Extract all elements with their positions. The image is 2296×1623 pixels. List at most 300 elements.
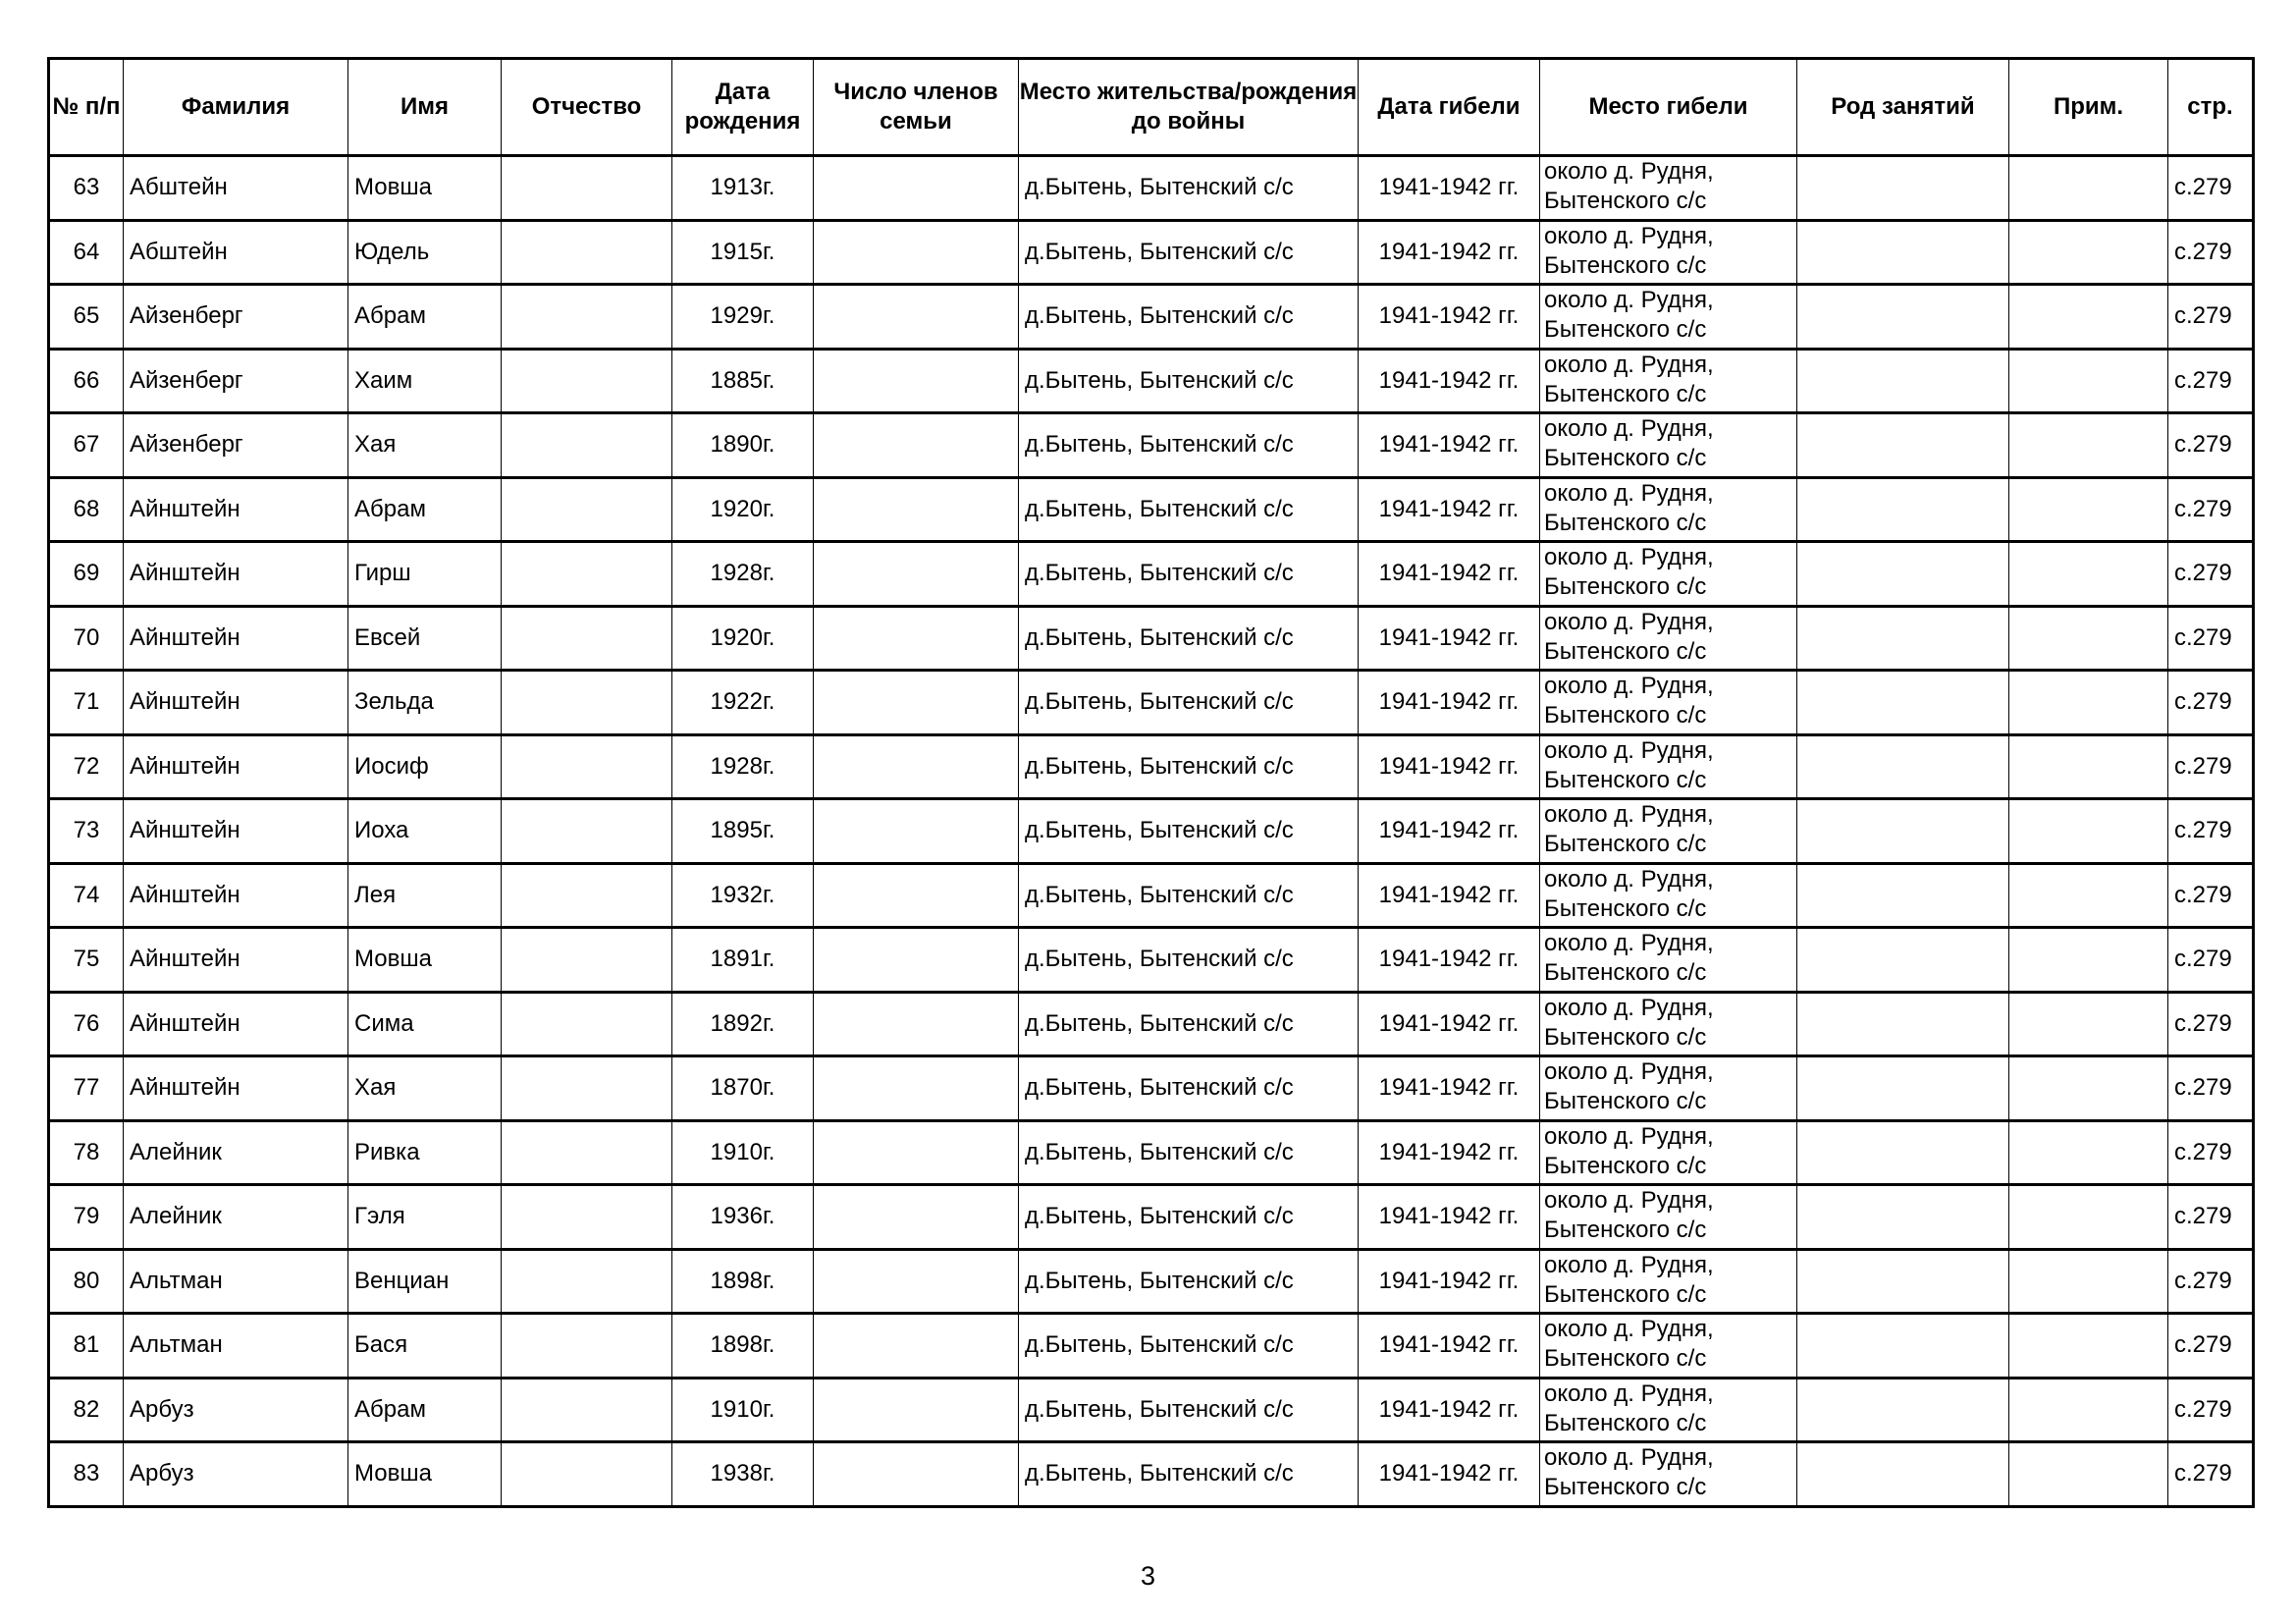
cell-death-date: 1941-1942 гг. xyxy=(1359,285,1540,350)
header-page: стр. xyxy=(2168,59,2254,156)
cell-note xyxy=(2009,606,2168,671)
cell-patronymic xyxy=(502,285,672,350)
cell-death-date: 1941-1942 гг. xyxy=(1359,477,1540,542)
cell-patronymic xyxy=(502,220,672,285)
cell-residence: д.Бытень, Бытенский с/с xyxy=(1019,542,1359,607)
cell-death-place xyxy=(1540,220,1797,285)
death-place-line-1: около д. Рудня, xyxy=(1544,736,1714,764)
cell-death-place xyxy=(1540,349,1797,413)
cell-patronymic xyxy=(502,1314,672,1379)
cell-occupation xyxy=(1797,349,2009,413)
death-place-line-2: Бытенского с/с xyxy=(1544,1023,1707,1051)
cell-residence: д.Бытень, Бытенский с/с xyxy=(1019,349,1359,413)
header-num: № п/п xyxy=(49,59,124,156)
cell-name: Сима xyxy=(348,992,502,1056)
table-row xyxy=(49,220,2254,285)
cell-note xyxy=(2009,1249,2168,1314)
cell-patronymic xyxy=(502,734,672,799)
cell-surname: Айнштейн xyxy=(124,799,348,864)
death-place-line-1: около д. Рудня, xyxy=(1544,673,1714,699)
cell-num: 74 xyxy=(49,863,124,928)
table-row xyxy=(49,1249,2254,1314)
cell-family-size xyxy=(814,863,1019,928)
cell-death-date: 1941-1942 гг. xyxy=(1359,992,1540,1056)
cell-name: Мовша xyxy=(348,928,502,993)
death-place-line-2: Бытенского с/с xyxy=(1544,637,1707,665)
cell-note xyxy=(2009,799,2168,864)
cell-death-place xyxy=(1540,606,1797,671)
cell-occupation xyxy=(1797,1249,2009,1314)
cell-page: с.279 xyxy=(2168,799,2254,864)
cell-death-place xyxy=(1540,1120,1797,1185)
cell-death-date: 1941-1942 гг. xyxy=(1359,1442,1540,1507)
cell-family-size xyxy=(814,606,1019,671)
death-place-line-2: Бытенского с/с xyxy=(1544,509,1707,536)
cell-death-place xyxy=(1540,1249,1797,1314)
cell-page: с.279 xyxy=(2168,349,2254,413)
cell-death-place xyxy=(1540,799,1797,864)
death-place-line-1: около д. Рудня, xyxy=(1544,1316,1714,1342)
victims-table xyxy=(47,57,2255,1508)
cell-page: с.279 xyxy=(2168,1185,2254,1250)
death-place-line-1: около д. Рудня, xyxy=(1544,930,1714,956)
cell-birth-date: 1895г. xyxy=(672,799,814,864)
cell-occupation xyxy=(1797,606,2009,671)
cell-num: 72 xyxy=(49,734,124,799)
death-place-line-2: Бытенского с/с xyxy=(1544,573,1707,600)
death-place-line-1: около д. Рудня, xyxy=(1544,1251,1714,1278)
death-place-line-1: около д. Рудня, xyxy=(1544,1444,1714,1471)
cell-surname: Айнштейн xyxy=(124,992,348,1056)
header-family-size: Число членов семьи xyxy=(814,59,1019,156)
cell-note xyxy=(2009,1120,2168,1185)
cell-birth-date: 1920г. xyxy=(672,606,814,671)
cell-patronymic xyxy=(502,349,672,413)
cell-patronymic xyxy=(502,799,672,864)
death-place-line-2: Бытенского с/с xyxy=(1544,445,1707,471)
cell-name: Юдель xyxy=(348,220,502,285)
table-row xyxy=(49,734,2254,799)
cell-name: Хая xyxy=(348,1056,502,1121)
cell-family-size xyxy=(814,1056,1019,1121)
cell-page: с.279 xyxy=(2168,1314,2254,1379)
cell-name: Евсей xyxy=(348,606,502,671)
cell-birth-date: 1890г. xyxy=(672,413,814,478)
cell-page: с.279 xyxy=(2168,477,2254,542)
cell-birth-date: 1913г. xyxy=(672,156,814,221)
cell-death-place xyxy=(1540,542,1797,607)
cell-residence: д.Бытень, Бытенский с/с xyxy=(1019,1120,1359,1185)
death-place-line-1: около д. Рудня, xyxy=(1544,1122,1714,1150)
header-death-date: Дата гибели xyxy=(1359,59,1540,156)
cell-num: 82 xyxy=(49,1378,124,1442)
cell-page: с.279 xyxy=(2168,1442,2254,1507)
cell-patronymic xyxy=(502,928,672,993)
cell-family-size xyxy=(814,992,1019,1056)
cell-occupation xyxy=(1797,671,2009,735)
cell-death-date: 1941-1942 гг. xyxy=(1359,220,1540,285)
cell-birth-date: 1892г. xyxy=(672,992,814,1056)
cell-patronymic xyxy=(502,1120,672,1185)
cell-num: 83 xyxy=(49,1442,124,1507)
cell-num: 64 xyxy=(49,220,124,285)
cell-surname: Айнштейн xyxy=(124,671,348,735)
cell-death-place xyxy=(1540,928,1797,993)
header-occupation: Род занятий xyxy=(1797,59,2009,156)
cell-death-date: 1941-1942 гг. xyxy=(1359,413,1540,478)
cell-note xyxy=(2009,220,2168,285)
cell-page: с.279 xyxy=(2168,863,2254,928)
cell-residence: д.Бытень, Бытенский с/с xyxy=(1019,992,1359,1056)
cell-occupation xyxy=(1797,1120,2009,1185)
cell-death-place xyxy=(1540,156,1797,221)
cell-patronymic xyxy=(502,477,672,542)
cell-birth-date: 1938г. xyxy=(672,1442,814,1507)
death-place-line-2: Бытенского с/с xyxy=(1544,766,1707,793)
cell-name: Мовша xyxy=(348,156,502,221)
cell-family-size xyxy=(814,928,1019,993)
cell-death-place xyxy=(1540,1056,1797,1121)
cell-page: с.279 xyxy=(2168,413,2254,478)
death-place-line-2: Бытенского с/с xyxy=(1544,831,1707,857)
page-number: 3 xyxy=(1140,1561,1156,1591)
table-row xyxy=(49,1185,2254,1250)
cell-note xyxy=(2009,285,2168,350)
cell-note xyxy=(2009,477,2168,542)
cell-page: с.279 xyxy=(2168,606,2254,671)
cell-name: Ривка xyxy=(348,1120,502,1185)
table-body xyxy=(49,156,2254,1507)
cell-page: с.279 xyxy=(2168,1120,2254,1185)
cell-note xyxy=(2009,1314,2168,1379)
cell-residence: д.Бытень, Бытенский с/с xyxy=(1019,285,1359,350)
cell-occupation xyxy=(1797,1378,2009,1442)
cell-birth-date: 1932г. xyxy=(672,863,814,928)
cell-surname: Айнштейн xyxy=(124,734,348,799)
cell-birth-date: 1898г. xyxy=(672,1249,814,1314)
cell-occupation xyxy=(1797,1056,2009,1121)
death-place-line-1: около д. Рудня, xyxy=(1544,994,1714,1021)
cell-death-date: 1941-1942 гг. xyxy=(1359,799,1540,864)
cell-surname: Айнштейн xyxy=(124,1056,348,1121)
table-header-row xyxy=(49,59,2254,156)
cell-death-date: 1941-1942 гг. xyxy=(1359,928,1540,993)
cell-birth-date: 1928г. xyxy=(672,542,814,607)
cell-family-size xyxy=(814,1442,1019,1507)
table-row xyxy=(49,477,2254,542)
table-row xyxy=(49,1314,2254,1379)
cell-patronymic xyxy=(502,606,672,671)
cell-patronymic xyxy=(502,1378,672,1442)
cell-birth-date: 1891г. xyxy=(672,928,814,993)
cell-num: 73 xyxy=(49,799,124,864)
cell-name: Хаим xyxy=(348,349,502,413)
cell-note xyxy=(2009,1442,2168,1507)
table-row xyxy=(49,542,2254,607)
death-place-line-2: Бытенского с/с xyxy=(1544,894,1707,922)
cell-patronymic xyxy=(502,1056,672,1121)
cell-num: 67 xyxy=(49,413,124,478)
cell-surname: Айнштейн xyxy=(124,542,348,607)
cell-page: с.279 xyxy=(2168,734,2254,799)
header-surname: Фамилия xyxy=(124,59,348,156)
cell-death-place xyxy=(1540,1442,1797,1507)
death-place-line-2: Бытенского с/с xyxy=(1544,1409,1707,1436)
cell-birth-date: 1898г. xyxy=(672,1314,814,1379)
header-patronymic: Отчество xyxy=(502,59,672,156)
table-row xyxy=(49,1056,2254,1121)
cell-surname: Абштейн xyxy=(124,220,348,285)
table-row xyxy=(49,992,2254,1056)
cell-occupation xyxy=(1797,799,2009,864)
death-place-line-1: около д. Рудня, xyxy=(1544,287,1714,313)
cell-residence: д.Бытень, Бытенский с/с xyxy=(1019,1314,1359,1379)
cell-page: с.279 xyxy=(2168,928,2254,993)
death-place-line-1: около д. Рудня, xyxy=(1544,801,1714,828)
cell-death-place xyxy=(1540,285,1797,350)
cell-num: 70 xyxy=(49,606,124,671)
death-place-line-1: около д. Рудня, xyxy=(1544,1058,1714,1085)
cell-residence: д.Бытень, Бытенский с/с xyxy=(1019,863,1359,928)
cell-page: с.279 xyxy=(2168,220,2254,285)
cell-death-place xyxy=(1540,863,1797,928)
cell-num: 65 xyxy=(49,285,124,350)
cell-page: с.279 xyxy=(2168,1056,2254,1121)
cell-occupation xyxy=(1797,285,2009,350)
cell-num: 77 xyxy=(49,1056,124,1121)
cell-residence: д.Бытень, Бытенский с/с xyxy=(1019,477,1359,542)
cell-family-size xyxy=(814,671,1019,735)
cell-birth-date: 1910г. xyxy=(672,1120,814,1185)
death-place-line-1: около д. Рудня, xyxy=(1544,158,1714,185)
cell-page: с.279 xyxy=(2168,1249,2254,1314)
death-place-line-1: около д. Рудня, xyxy=(1544,865,1714,893)
cell-occupation xyxy=(1797,1442,2009,1507)
cell-surname: Алейник xyxy=(124,1120,348,1185)
cell-note xyxy=(2009,413,2168,478)
table-row xyxy=(49,156,2254,221)
cell-name: Зельда xyxy=(348,671,502,735)
cell-note xyxy=(2009,992,2168,1056)
cell-num: 79 xyxy=(49,1185,124,1250)
cell-birth-date: 1910г. xyxy=(672,1378,814,1442)
table-row xyxy=(49,413,2254,478)
cell-birth-date: 1870г. xyxy=(672,1056,814,1121)
cell-surname: Айнштейн xyxy=(124,928,348,993)
cell-family-size xyxy=(814,734,1019,799)
cell-occupation xyxy=(1797,734,2009,799)
cell-num: 69 xyxy=(49,542,124,607)
death-place-line-2: Бытенского с/с xyxy=(1544,1088,1707,1114)
cell-page: с.279 xyxy=(2168,1378,2254,1442)
cell-surname: Айнштейн xyxy=(124,477,348,542)
cell-death-date: 1941-1942 гг. xyxy=(1359,1314,1540,1379)
cell-name: Гирш xyxy=(348,542,502,607)
cell-residence: д.Бытень, Бытенский с/с xyxy=(1019,606,1359,671)
cell-page: с.279 xyxy=(2168,285,2254,350)
cell-death-place xyxy=(1540,1314,1797,1379)
table-row xyxy=(49,799,2254,864)
cell-num: 66 xyxy=(49,349,124,413)
cell-residence: д.Бытень, Бытенский с/с xyxy=(1019,1378,1359,1442)
cell-death-date: 1941-1942 гг. xyxy=(1359,349,1540,413)
cell-page: с.279 xyxy=(2168,992,2254,1056)
death-place-line-2: Бытенского с/с xyxy=(1544,316,1707,343)
cell-num: 63 xyxy=(49,156,124,221)
cell-death-date: 1941-1942 гг. xyxy=(1359,1120,1540,1185)
cell-patronymic xyxy=(502,992,672,1056)
cell-num: 75 xyxy=(49,928,124,993)
cell-note xyxy=(2009,928,2168,993)
death-place-line-1: около д. Рудня, xyxy=(1544,351,1714,378)
cell-surname: Альтман xyxy=(124,1249,348,1314)
cell-name: Бася xyxy=(348,1314,502,1379)
cell-death-date: 1941-1942 гг. xyxy=(1359,1185,1540,1250)
cell-family-size xyxy=(814,1378,1019,1442)
cell-family-size xyxy=(814,799,1019,864)
cell-patronymic xyxy=(502,863,672,928)
death-place-line-2: Бытенского с/с xyxy=(1544,1345,1707,1372)
cell-name: Гэля xyxy=(348,1185,502,1250)
cell-patronymic xyxy=(502,413,672,478)
cell-birth-date: 1929г. xyxy=(672,285,814,350)
cell-num: 71 xyxy=(49,671,124,735)
cell-death-place xyxy=(1540,477,1797,542)
cell-death-date: 1941-1942 гг. xyxy=(1359,863,1540,928)
cell-birth-date: 1920г. xyxy=(672,477,814,542)
cell-family-size xyxy=(814,285,1019,350)
death-place-line-2: Бытенского с/с xyxy=(1544,959,1707,986)
cell-death-place xyxy=(1540,992,1797,1056)
cell-note xyxy=(2009,734,2168,799)
cell-patronymic xyxy=(502,1185,672,1250)
death-place-line-1: около д. Рудня, xyxy=(1544,544,1714,570)
cell-death-date: 1941-1942 гг. xyxy=(1359,1378,1540,1442)
header-name: Имя xyxy=(348,59,502,156)
cell-residence: д.Бытень, Бытенский с/с xyxy=(1019,413,1359,478)
cell-occupation xyxy=(1797,542,2009,607)
cell-family-size xyxy=(814,1185,1019,1250)
cell-note xyxy=(2009,349,2168,413)
death-place-line-1: около д. Рудня, xyxy=(1544,1380,1714,1407)
cell-death-place xyxy=(1540,413,1797,478)
table-row xyxy=(49,1378,2254,1442)
cell-note xyxy=(2009,1185,2168,1250)
cell-birth-date: 1928г. xyxy=(672,734,814,799)
cell-family-size xyxy=(814,413,1019,478)
header-birth-date: Дата рождения xyxy=(672,59,814,156)
table-row xyxy=(49,928,2254,993)
cell-death-date: 1941-1942 гг. xyxy=(1359,1249,1540,1314)
cell-name: Лея xyxy=(348,863,502,928)
cell-death-place xyxy=(1540,671,1797,735)
cell-family-size xyxy=(814,1249,1019,1314)
cell-surname: Арбуз xyxy=(124,1442,348,1507)
cell-surname: Айзенберг xyxy=(124,413,348,478)
cell-note xyxy=(2009,1378,2168,1442)
cell-family-size xyxy=(814,349,1019,413)
cell-family-size xyxy=(814,1314,1019,1379)
cell-birth-date: 1936г. xyxy=(672,1185,814,1250)
table-row xyxy=(49,606,2254,671)
cell-residence: д.Бытень, Бытенский с/с xyxy=(1019,1056,1359,1121)
cell-death-date: 1941-1942 гг. xyxy=(1359,606,1540,671)
cell-residence: д.Бытень, Бытенский с/с xyxy=(1019,928,1359,993)
cell-occupation xyxy=(1797,220,2009,285)
cell-num: 80 xyxy=(49,1249,124,1314)
header-residence: Место жительства/рождения до войны xyxy=(1019,59,1359,156)
death-place-line-2: Бытенского с/с xyxy=(1544,1217,1707,1243)
cell-occupation xyxy=(1797,1314,2009,1379)
cell-surname: Альтман xyxy=(124,1314,348,1379)
cell-name: Иоха xyxy=(348,799,502,864)
cell-note xyxy=(2009,156,2168,221)
cell-num: 68 xyxy=(49,477,124,542)
cell-name: Абрам xyxy=(348,285,502,350)
cell-residence: д.Бытень, Бытенский с/с xyxy=(1019,1249,1359,1314)
death-place-line-1: около д. Рудня, xyxy=(1544,1187,1714,1214)
cell-occupation xyxy=(1797,156,2009,221)
cell-birth-date: 1922г. xyxy=(672,671,814,735)
death-place-line-1: около д. Рудня, xyxy=(1544,608,1714,635)
cell-page: с.279 xyxy=(2168,671,2254,735)
cell-surname: Айнштейн xyxy=(124,863,348,928)
death-place-line-1: около д. Рудня, xyxy=(1544,479,1714,507)
table-row xyxy=(49,285,2254,350)
cell-patronymic xyxy=(502,1249,672,1314)
header-note: Прим. xyxy=(2009,59,2168,156)
cell-name: Иосиф xyxy=(348,734,502,799)
cell-num: 76 xyxy=(49,992,124,1056)
cell-death-place xyxy=(1540,1185,1797,1250)
table-row xyxy=(49,1120,2254,1185)
cell-name: Абрам xyxy=(348,1378,502,1442)
table-row xyxy=(49,671,2254,735)
death-place-line-2: Бытенского с/с xyxy=(1544,380,1707,407)
death-place-line-1: около д. Рудня, xyxy=(1544,222,1714,249)
cell-residence: д.Бытень, Бытенский с/с xyxy=(1019,1442,1359,1507)
cell-page: с.279 xyxy=(2168,542,2254,607)
cell-death-date: 1941-1942 гг. xyxy=(1359,734,1540,799)
cell-family-size xyxy=(814,220,1019,285)
cell-num: 81 xyxy=(49,1314,124,1379)
cell-family-size xyxy=(814,1120,1019,1185)
header-death-place: Место гибели xyxy=(1540,59,1797,156)
cell-residence: д.Бытень, Бытенский с/с xyxy=(1019,220,1359,285)
cell-death-date: 1941-1942 гг. xyxy=(1359,542,1540,607)
cell-occupation xyxy=(1797,477,2009,542)
cell-occupation xyxy=(1797,1185,2009,1250)
cell-note xyxy=(2009,863,2168,928)
death-place-line-2: Бытенского с/с xyxy=(1544,702,1707,729)
cell-name: Венциан xyxy=(348,1249,502,1314)
cell-name: Абрам xyxy=(348,477,502,542)
cell-family-size xyxy=(814,477,1019,542)
cell-surname: Айнштейн xyxy=(124,606,348,671)
death-place-line-2: Бытенского с/с xyxy=(1544,188,1707,214)
cell-occupation xyxy=(1797,413,2009,478)
cell-surname: Абштейн xyxy=(124,156,348,221)
cell-note xyxy=(2009,1056,2168,1121)
cell-death-date: 1941-1942 гг. xyxy=(1359,156,1540,221)
cell-birth-date: 1915г. xyxy=(672,220,814,285)
cell-surname: Айзенберг xyxy=(124,285,348,350)
cell-note xyxy=(2009,671,2168,735)
death-place-line-1: около д. Рудня, xyxy=(1544,415,1714,442)
cell-death-date: 1941-1942 гг. xyxy=(1359,1056,1540,1121)
cell-occupation xyxy=(1797,928,2009,993)
death-place-line-2: Бытенского с/с xyxy=(1544,1152,1707,1179)
